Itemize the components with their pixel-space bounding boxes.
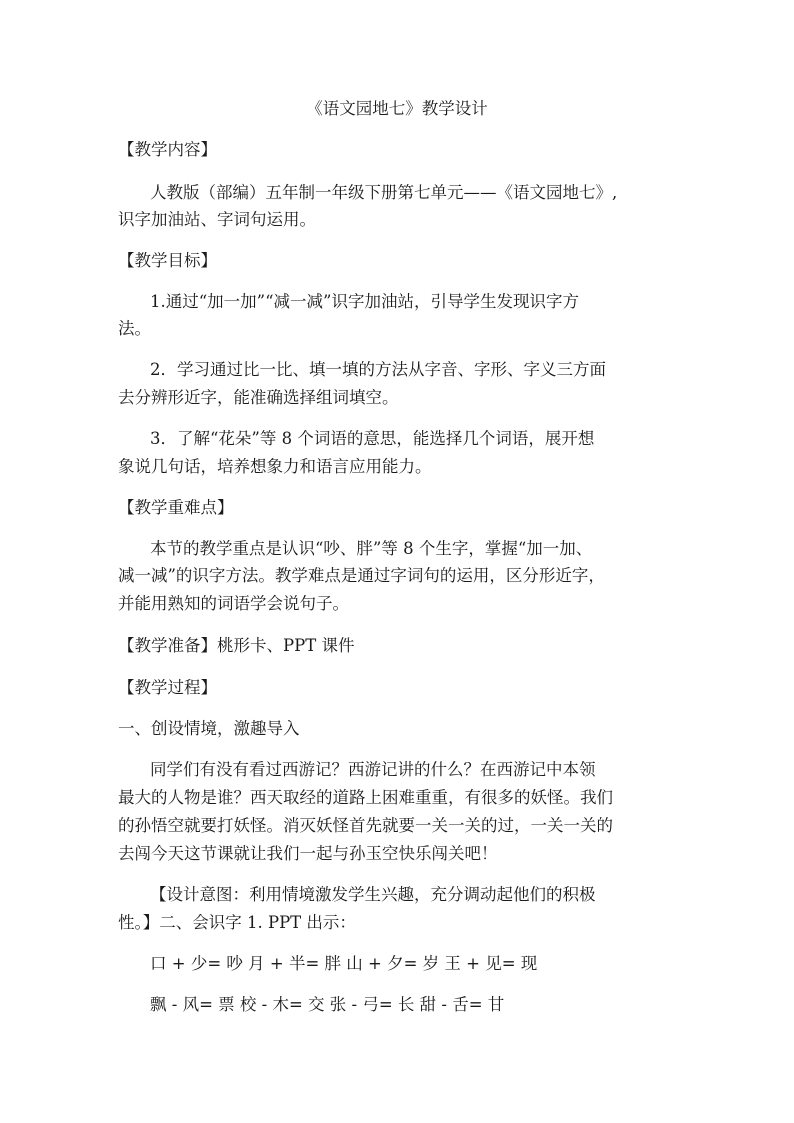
formula-line-1: 口 + 少= 吵 月 + 半= 胖 山 + 夕= 岁 王 + 见= 现 [150, 954, 538, 973]
design-intent-line-1: 【设计意图：利用情境激发学生兴趣，充分调动起他们的积极 [150, 885, 596, 904]
intro-line-1: 同学们有没有看过西游记？西游记讲的什么？在西游记中本领 [150, 760, 596, 779]
goal-1-line-1: 1.通过“加一加”“减一减”识字加油站，引导学生发现识字方 [150, 292, 579, 311]
intro-line-4: 去闯今天这节课就让我们一起与孙玉空快乐闯关吧！ [118, 844, 498, 863]
intro-line-3: 的孙悟空就要打妖怪。消灭妖怪首先就要一关一关的过，一关一关的 [118, 816, 613, 835]
section-process-heading: 【教学过程】 [118, 678, 217, 697]
keypoints-line-1: 本节的教学重点是认识“吵、胖”等 8 个生字，掌握“加一加、 [150, 539, 593, 558]
part-1-heading: 一、创设情境，激趣导入 [118, 719, 300, 738]
design-intent-line-2: 性。】二、会识字 1. PPT 出示： [118, 913, 356, 932]
keypoints-line-2: 减一减”的识字方法。教学难点是通过字词句的运用，区分形近字， [118, 566, 605, 585]
section-goals-heading: 【教学目标】 [118, 251, 217, 270]
goal-3-line-1: 3．了解“花朵”等 8 个词语的意思，能选择几个词语，展开想 [150, 429, 595, 448]
preparation-line: 【教学准备】桃形卡、PPT 课件 [118, 636, 355, 655]
content-text-line-1: 人教版（部编）五年制一年级下册第七单元——《语文园地七》, [150, 183, 618, 202]
goal-2-line-1: 2．学习通过比一比、填一填的方法从字音、字形、字义三方面 [150, 360, 606, 379]
section-content-heading: 【教学内容】 [118, 140, 217, 159]
intro-line-2: 最大的人物是谁？西天取经的道路上困难重重，有很多的妖怪。我们 [118, 788, 613, 807]
goal-1-line-2: 法。 [118, 319, 151, 338]
keypoints-line-3: 并能用熟知的词语学会说句子。 [118, 594, 349, 613]
section-keypoints-heading: 【教学重难点】 [118, 498, 234, 517]
content-text-line-2: 识字加油站、字词句运用。 [118, 210, 316, 229]
goal-2-line-2: 去分辨形近字，能准确选择组词填空。 [118, 388, 399, 407]
goal-3-line-2: 象说几句话，培养想象力和语言应用能力。 [118, 457, 432, 476]
formula-line-2: 飘 - 风= 票 校 - 木= 交 张 - 弓= 长 甜 - 舌= 甘 [150, 995, 505, 1014]
document-title: 《语文园地七》教学设计 [306, 99, 488, 118]
